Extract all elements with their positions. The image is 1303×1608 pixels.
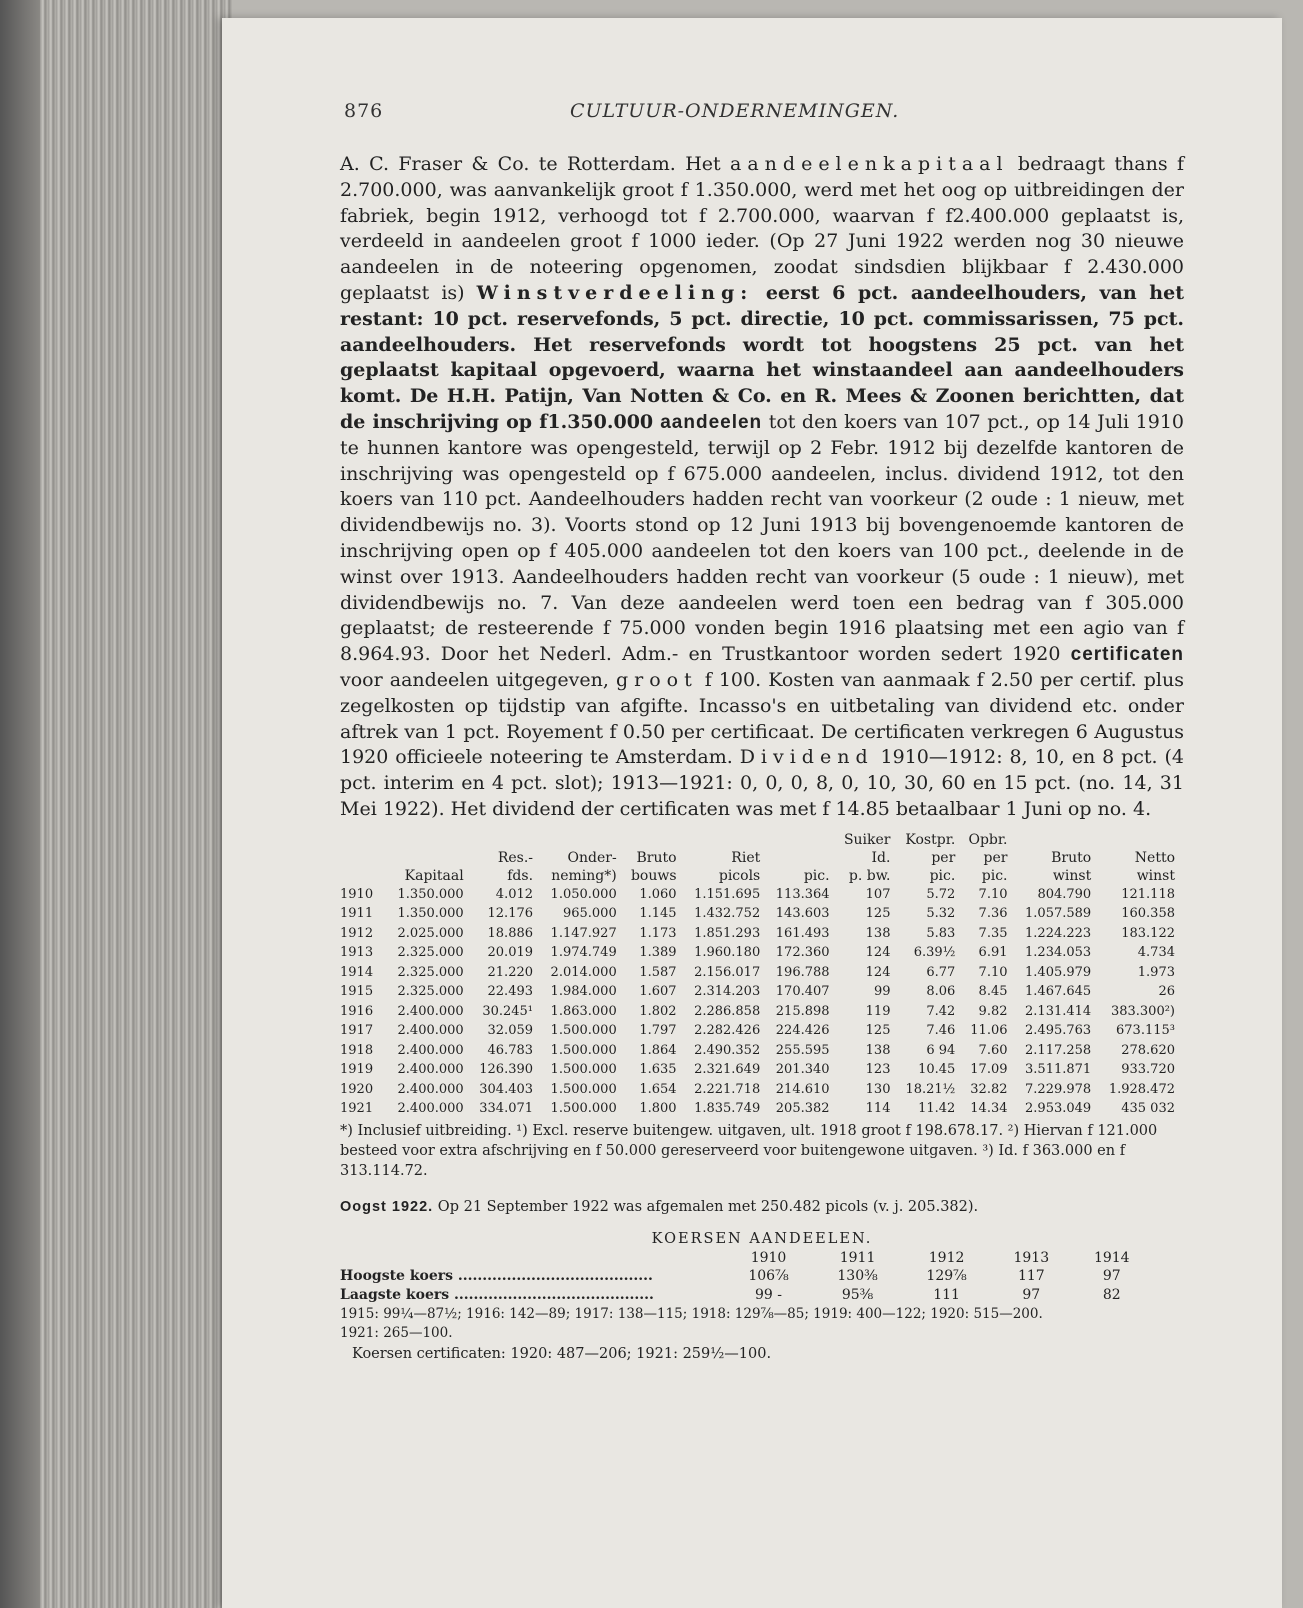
table-cell: 1.405.979 [1025, 964, 1092, 980]
table-cell: per [983, 849, 1008, 866]
koers-cell: 97 [1022, 1286, 1041, 1303]
table-cell: Id. [871, 849, 891, 866]
table-cell [340, 849, 383, 867]
table-cell: 2.325.000 [397, 984, 464, 1000]
table-cell: 1.350.000 [397, 906, 464, 922]
table-cell: 383.300²) [1110, 1003, 1175, 1019]
table-cell: 3.511.871 [1025, 1062, 1092, 1078]
table-cell: 2.953.049 [1025, 1101, 1092, 1117]
table-cell [383, 831, 467, 849]
table-cell: 6 94 [926, 1042, 956, 1058]
text-part: f 100. Kosten van aanmaak f 2.50 per certif. plus zegelkosten op tijdstip van afgifte. Incasso's en uitbetaling van dividend etc. onder aftrek van 1 pct. Royement f 0.50 per certificaat. De certificaten verkregen 6 Augustus 1920 officieele noteering te Amsterdam. [340, 668, 1184, 769]
table-cell: 130 [865, 1081, 891, 1097]
table-cell: 1920 [340, 1081, 374, 1097]
table-cell: 2.400.000 [397, 1023, 464, 1039]
spaced-term-dividend: Dividend [739, 746, 874, 769]
table-cell: 107 [865, 886, 891, 902]
table-header-row [340, 831, 1178, 849]
table-cell: 4.734 [1137, 945, 1175, 961]
table-cell: 1919 [340, 1062, 374, 1078]
koersen-certificaten: Koersen certificaten: 1920: 487—206; 1921: 259½—100. [352, 1346, 772, 1363]
text-part: bedraagt thans f 2.700.000, was aanvankelijk groot f 1.350.000, werd met het oog op uitbreidingen der fabriek, begin 1912, verhoogd tot f 2.700.000, waarvan f f2.400.000 geplaatst is, verdeeld in aandeelen groot f 1000 ieder. (Op 27 Juni 1922 werden nog 30 nieuwe aandeelen in de noteering opgenomen, zoodat sindsdien blijkbaar f 2.430.000 geplaatst is) [340, 153, 1184, 304]
koersen-table [340, 1249, 1152, 1305]
table-row [340, 885, 1178, 905]
table-cell: 804.790 [1037, 886, 1092, 902]
page-number: 876 [344, 100, 384, 122]
table-cell: 8.45 [978, 984, 1008, 1000]
table-cell: 278.620 [1121, 1042, 1175, 1058]
table-cell: 22.493 [487, 984, 534, 1000]
table-cell [763, 831, 832, 849]
text-part: 1910—1912: 8, 10, en 8 pct. (4 pct. interim en 4 pct. slot); 1913—1921: 0, 0, 0, 8, 0, 10, 30, 60 en 15 pct. (no. 14, 31 Mei 1922). Het dividend der certificaten was met f 14.85 betaalbaar 1 Juni op no. 4. [340, 746, 1185, 820]
table-cell: 1.234.053 [1025, 945, 1092, 961]
table-cell: 1.145 [639, 906, 677, 922]
book-spine-shadow [0, 0, 40, 1608]
table-cell: 5.72 [926, 886, 956, 902]
results-table [340, 831, 1178, 1119]
table-cell: 2.221.718 [694, 1081, 761, 1097]
table-cell: 201.340 [775, 1062, 830, 1078]
table-cell: 5.83 [926, 925, 956, 941]
table-cell: 965.000 [562, 906, 617, 922]
koers-cell: 117 [1017, 1268, 1045, 1285]
section-title: CULTUUR-ONDERNEMINGEN. [570, 100, 900, 122]
table-cell: 18.886 [487, 925, 534, 941]
table-cell: pic. [981, 867, 1008, 884]
koersen-laagste-row [340, 1286, 1152, 1305]
table-cell: 2.282.426 [694, 1023, 761, 1039]
koers-cell: 1914 [1093, 1249, 1130, 1266]
table-cell: 1.864 [639, 1042, 677, 1058]
table-cell: 2.400.000 [397, 1081, 464, 1097]
table-cell: 99 [873, 984, 891, 1000]
table-cell: 8.06 [926, 984, 956, 1000]
table-cell: Netto [1134, 849, 1175, 866]
table-cell [680, 831, 764, 849]
table-cell: 7.10 [978, 886, 1008, 902]
table-cell: 255.595 [775, 1042, 830, 1058]
table-cell: p. bw. [848, 867, 891, 884]
running-head [340, 100, 1184, 130]
table-cell: 2.325.000 [397, 964, 464, 980]
table-cell: 46.783 [487, 1042, 534, 1058]
koers-cell: 1910 [750, 1249, 787, 1266]
table-cell: 11.06 [970, 1023, 1008, 1039]
table-row [340, 1041, 1178, 1061]
table-cell [620, 831, 680, 849]
table-cell: 12.176 [487, 906, 534, 922]
table-cell: 32.82 [970, 1081, 1008, 1097]
koers-cell: 1913 [1013, 1249, 1050, 1266]
table-cell: 1.050.000 [550, 886, 617, 902]
text-part: A. C. Fraser & Co. te Rotterdam. Het [340, 153, 731, 175]
table-cell: 2.156.017 [694, 964, 761, 980]
table-cell: 123 [865, 1062, 891, 1078]
table-cell: per [931, 849, 956, 866]
table-cell: 6.77 [926, 964, 956, 980]
table-cell: 17.09 [970, 1062, 1008, 1078]
koersen-years-row [340, 1249, 1152, 1268]
table-cell: 1913 [340, 945, 374, 961]
table-cell: 1916 [340, 1003, 374, 1019]
table-cell: Opbr. [968, 831, 1008, 848]
row-label: Hoogste koers ........................................ [340, 1268, 653, 1285]
table-cell: 6.39½ [913, 945, 956, 961]
table-cell: 126.390 [479, 1062, 534, 1078]
koers-cell: 1912 [928, 1249, 965, 1266]
table-cell: 1.863.000 [550, 1003, 617, 1019]
table-cell: 113.364 [775, 886, 830, 902]
table-cell: 1.467.645 [1025, 984, 1092, 1000]
koers-cell: 106⅞ [748, 1268, 789, 1285]
table-cell: 26 [1158, 984, 1175, 1000]
table-cell: 7.36 [978, 906, 1008, 922]
table-cell: 933.720 [1121, 1062, 1175, 1078]
table-cell: 32.059 [487, 1023, 534, 1039]
table-cell: 7.229.978 [1025, 1081, 1092, 1097]
table-cell: 2.025.000 [397, 925, 464, 941]
table-cell: 1.500.000 [550, 1062, 617, 1078]
table-cell: 196.788 [775, 964, 830, 980]
table-cell: Bruto [1051, 849, 1092, 866]
table-cell: 1917 [340, 1023, 374, 1039]
table-cell: 1.500.000 [550, 1081, 617, 1097]
table-cell: Riet [731, 849, 761, 866]
table-cell: 1.500.000 [550, 1101, 617, 1117]
table-cell: 5.32 [926, 906, 956, 922]
table-cell [763, 849, 832, 867]
table-cell: 11.42 [918, 1101, 956, 1117]
table-cell: 6.91 [978, 945, 1008, 961]
table-cell: 161.493 [775, 925, 830, 941]
table-cell: 138 [865, 1042, 891, 1058]
table-cell: 1.928.472 [1108, 1081, 1175, 1097]
page-content [340, 100, 1184, 1362]
table-cell: 1.851.293 [694, 925, 761, 941]
table-cell [383, 849, 467, 867]
table-cell: picols [718, 867, 761, 884]
company-description [340, 152, 1184, 823]
table-row [340, 1021, 1178, 1041]
table-cell: 2.400.000 [397, 1042, 464, 1058]
table-cell: 172.360 [775, 945, 830, 961]
table-cell: 1.224.223 [1025, 925, 1092, 941]
table-cell [340, 831, 383, 849]
table-cell: 125 [865, 1023, 891, 1039]
table-cell: Kostpr. [905, 831, 956, 848]
oogst-label: Oogst 1922. [340, 1198, 434, 1215]
table-cell: 1.973 [1137, 964, 1175, 980]
table-cell: 2.400.000 [397, 1062, 464, 1078]
text-part: tot den koers van 107 pct., op 14 Juli 1910 te hunnen kantore was opengesteld, terwijl op 2 Febr. 1912 bij dezelfde kantoren de inschrijving was opengesteld op f 675.000 aandeelen, inclus. dividend 1912, tot den koers van 110 pct. Aandeelhouders hadden recht van voorkeur (2 oude : 1 nieuw, met dividendbewijs no. 3). Voorts stond op 12 Juni 1913 bij bovengenoemde kantoren de inschrijving open op f 405.000 aandeelen tot den koers van 100 pct., deelende in de winst over 1913. Aandeelhouders hadden recht van voorkeur (5 oude : 1 nieuw), met dividendbewijs no. 7. Van deze aandeelen werd toen een bedrag van f 305.000 geplaatst; de resteerende f 75.000 vonden begin 1916 plaatsing met een agio van f 8.964.93. Door het Nederl. Adm.- en Trustkantoor worden sedert 1920 [340, 410, 1184, 666]
table-cell: 1.147.927 [550, 925, 617, 941]
table-cell: 1.974.749 [550, 945, 617, 961]
table-cell: 2.014.000 [550, 964, 617, 980]
table-cell: 2.495.763 [1025, 1023, 1092, 1039]
table-cell: 121.118 [1121, 886, 1175, 902]
koersen-extra-line: 1921: 265—100. [340, 1325, 453, 1342]
table-cell: 138 [865, 925, 891, 941]
table-cell: 1.960.180 [694, 945, 761, 961]
table-cell: 1911 [340, 906, 374, 922]
table-cell: 1.835.749 [694, 1101, 761, 1117]
table-footnotes: *) Inclusief uitbreiding. ¹) Excl. reserve buitengew. uitgaven, ult. 1918 groot f 198.678.17. ²) Hiervan f 121.000 besteed voor extra afschrijving en f 50.000 gereserveerd voor buitengewone uitgaven. ³) Id. f 363.000 en f 313.114.72. [340, 1122, 1158, 1179]
table-cell: 215.898 [775, 1003, 830, 1019]
table-cell [1094, 831, 1178, 849]
table-cell: winst [1052, 867, 1092, 884]
table-cell: 1.350.000 [397, 886, 464, 902]
table-cell: 1912 [340, 925, 374, 941]
table-cell: 1.984.000 [550, 984, 617, 1000]
table-cell: 1.800 [639, 1101, 677, 1117]
koers-cell: 97 [1102, 1268, 1121, 1285]
oogst-paragraph [340, 1199, 1184, 1215]
table-cell [1011, 831, 1095, 849]
table-cell: pic. [929, 867, 956, 884]
table-cell: 21.220 [487, 964, 534, 980]
table-cell: 304.403 [479, 1081, 534, 1097]
table-cell: 2.325.000 [397, 945, 464, 961]
table-cell: 1.057.589 [1025, 906, 1092, 922]
table-cell: 7.46 [926, 1023, 956, 1039]
table-cell: winst [1136, 867, 1175, 884]
table-row [340, 982, 1178, 1002]
table-cell: 2.490.352 [694, 1042, 761, 1058]
table-cell: 1921 [340, 1101, 374, 1117]
text-part: voor aandeelen uitgegeven, [340, 668, 616, 691]
table-header-row [340, 849, 1178, 867]
table-cell: 2.314.203 [694, 984, 761, 1000]
table-cell: 4.012 [495, 886, 534, 902]
table-cell: 1.173 [639, 925, 677, 941]
table-cell: Bruto [636, 849, 677, 866]
table-cell: 160.358 [1121, 906, 1175, 922]
table-cell: 20.019 [487, 945, 534, 961]
table-cell: 1.151.695 [694, 886, 761, 902]
table-cell: 214.610 [775, 1081, 830, 1097]
row-label: Laagste koers ......................................... [340, 1286, 654, 1303]
table-cell: 2.286.858 [694, 1003, 761, 1019]
table-cell: 1.607 [639, 984, 677, 1000]
table-cell: 334.071 [479, 1101, 534, 1117]
table-cell: 125 [865, 906, 891, 922]
table-cell: 224.426 [775, 1023, 830, 1039]
text-part-bold: eerst 6 pct. aandeelhouders, van het restant: 10 pct. reservefonds, 5 pct. directie, 10 pct. commissarissen, 75 pct. aandeelhouders. Het reservefonds wordt tot hoogstens 25 pct. van het geplaatst kapitaal opgevoerd, waarna het winstaandeel aan aandeelhouders komt. De H.H. Patijn, Van Notten & Co. en R. Mees & Zoonen berichtten, dat de inschrijving op f1.350.000 [340, 281, 1184, 433]
table-cell: 2.131.414 [1025, 1003, 1092, 1019]
table-row [340, 1002, 1178, 1022]
table-cell: Kapitaal [404, 867, 464, 884]
table-cell: 143.603 [775, 906, 830, 922]
table-row [340, 924, 1178, 944]
table-cell: 1.802 [639, 1003, 677, 1019]
table-cell: 7.35 [978, 925, 1008, 941]
table-cell: 1.060 [639, 886, 677, 902]
table-cell: 7.10 [978, 964, 1008, 980]
koersen-extra-line: 1915: 99¼—87½; 1916: 142—89; 1917: 138—115; 1918: 129⅞—85; 1919: 400—122; 1920: 515—200. [340, 1306, 1043, 1323]
table-cell: 2.117.258 [1025, 1042, 1092, 1058]
oogst-text: Op 21 September 1922 was afgemalen met 250.482 picols (v. j. 205.382). [433, 1198, 979, 1215]
table-cell: 114 [865, 1101, 891, 1117]
table-cell: 7.42 [926, 1003, 956, 1019]
table-cell: 14.34 [970, 1101, 1008, 1117]
table-row [340, 963, 1178, 983]
table-cell: pic. [803, 867, 830, 884]
spaced-term-winstverdeeling: Winstverdeeling: [476, 281, 754, 304]
koers-cell: 95⅜ [841, 1286, 874, 1303]
table-header-row [340, 867, 1178, 885]
table-row [340, 904, 1178, 924]
table-cell: 205.382 [775, 1101, 830, 1117]
table-cell: 2.400.000 [397, 1003, 464, 1019]
table-cell: 124 [865, 945, 891, 961]
koersen-hoogste-row [340, 1267, 1152, 1286]
table-cell: 10.45 [918, 1062, 956, 1078]
table-row [340, 1080, 1178, 1100]
table-cell [467, 831, 536, 849]
table-cell: 124 [865, 964, 891, 980]
table-row [340, 1060, 1178, 1080]
term-aandeelen: aandeelen [660, 411, 763, 433]
table-cell: 1.587 [639, 964, 677, 980]
table-cell: 7.60 [978, 1042, 1008, 1058]
table-cell: 30.245¹ [482, 1003, 534, 1019]
table-cell: 1.797 [639, 1023, 677, 1039]
table-cell: 18.21½ [905, 1081, 956, 1097]
term-certificaten: certificaten [1070, 644, 1184, 666]
table-cell: 1.500.000 [550, 1042, 617, 1058]
spaced-term-aandeelenkapitaal: aandeelenkapitaal [730, 153, 1009, 175]
table-row [340, 943, 1178, 963]
koers-cell: 1911 [839, 1249, 876, 1266]
table-row [340, 1099, 1178, 1119]
table-cell: Res.- [497, 849, 534, 866]
table-cell: 119 [865, 1003, 891, 1019]
row-label [340, 1249, 724, 1268]
koersen-title: KOERSEN AANDEELEN. [651, 1230, 873, 1247]
table-cell: 673.115³ [1116, 1023, 1175, 1039]
koers-cell: 130⅜ [837, 1268, 878, 1285]
table-cell: 1915 [340, 984, 374, 1000]
table-cell: 170.407 [775, 984, 830, 1000]
table-cell: 1918 [340, 1042, 374, 1058]
table-cell: Suiker [843, 831, 891, 848]
table-cell: Onder- [567, 849, 617, 866]
table-cell: neming*) [551, 867, 617, 884]
koers-cell: 82 [1102, 1286, 1121, 1303]
table-cell [536, 831, 620, 849]
table-cell: 1910 [340, 886, 374, 902]
table-cell: 435 032 [1121, 1101, 1175, 1117]
koers-cell: 111 [933, 1286, 960, 1303]
table-cell: bouws [630, 867, 677, 884]
table-cell: 9.82 [978, 1003, 1008, 1019]
table-cell [340, 867, 383, 885]
spaced-term-groot: groot [615, 668, 698, 691]
table-cell: 1.635 [639, 1062, 677, 1078]
table-cell: 1.389 [639, 945, 677, 961]
table-cell: 1.500.000 [550, 1023, 617, 1039]
table-cell: 1.654 [639, 1081, 677, 1097]
table-cell: 2.321.649 [694, 1062, 761, 1078]
koers-cell: 99 - [755, 1286, 783, 1303]
koers-cell: 129⅞ [926, 1268, 967, 1285]
table-cell: 183.122 [1121, 925, 1175, 941]
table-cell: 2.400.000 [397, 1101, 464, 1117]
table-cell: 1914 [340, 964, 374, 980]
table-cell: fds. [507, 867, 534, 884]
table-cell: 1.432.752 [694, 906, 761, 922]
